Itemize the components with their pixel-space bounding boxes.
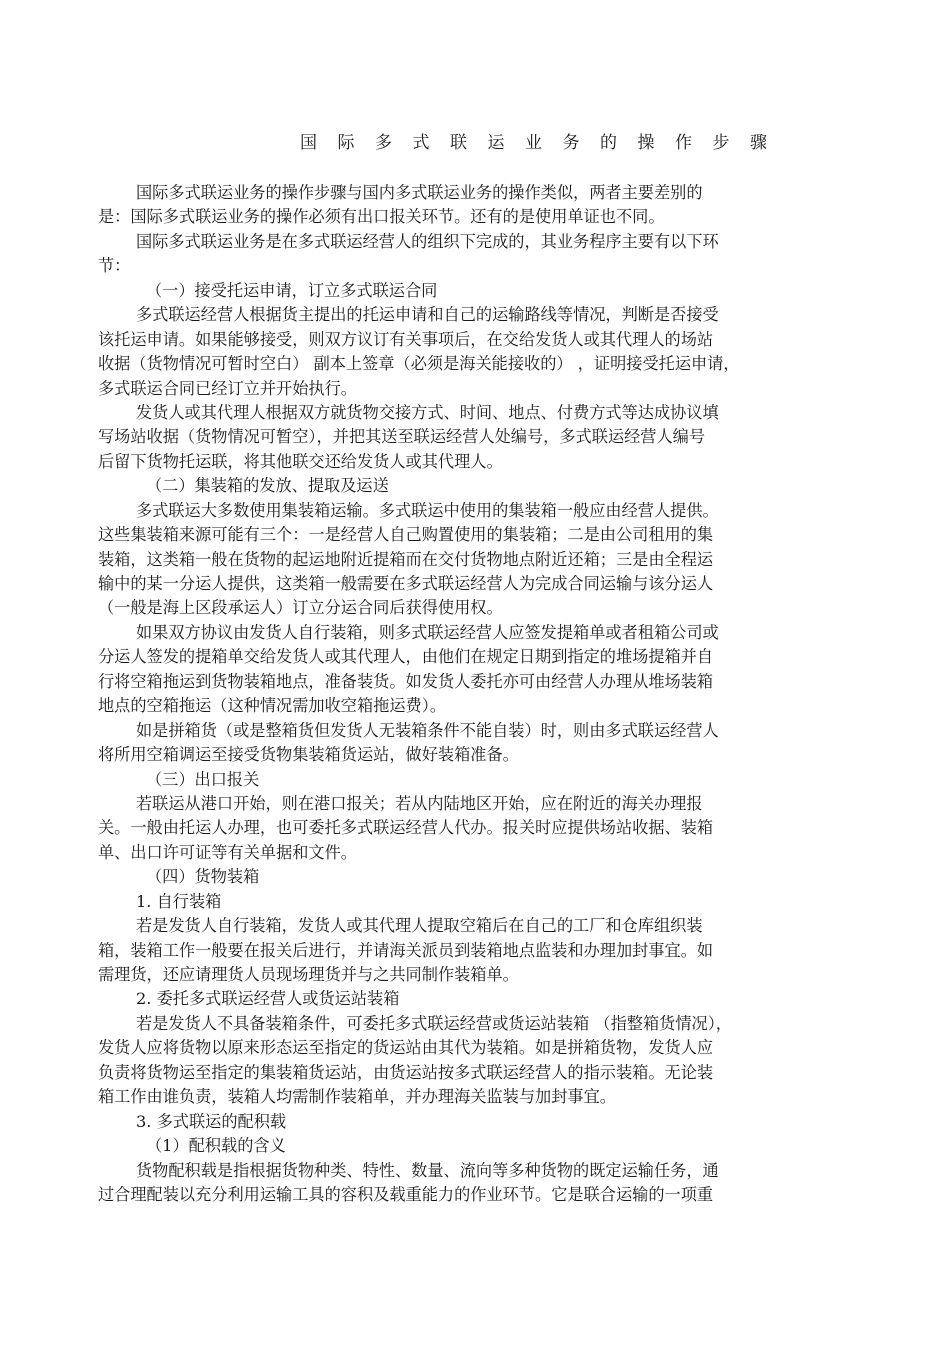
text-line: 箱，装箱工作一般要在报关后进行，并请海关派员到装箱地点监装和办理加封事宜。如	[98, 940, 714, 960]
text-line: 关。一般由托运人办理，也可委托多式联运经营人代办。报关时应提供场站收据、装箱	[98, 818, 714, 838]
text-line: 收据（货物情况可暂时空白） 副本上签章（必须是海关能接收的） ，证明接受托运申请，	[98, 354, 740, 374]
text-line: 行将空箱拖运到货物装箱地点，准备装货。如发货人委托亦可由经营人办理从堆场装箱	[98, 671, 714, 691]
text-line: （二）集装箱的发放、提取及运送	[146, 476, 389, 496]
text-line: 箱工作由谁负责，装箱人均需制作装箱单，并办理海关监装与加封事宜。	[98, 1087, 616, 1107]
text-line: 多式联运大多数使用集装箱运输。多式联运中使用的集装箱一般应由经营人提供。	[136, 500, 719, 520]
text-line: 分运人签发的提箱单交给发货人或其代理人，由他们在规定日期到指定的堆场提箱并自	[98, 647, 714, 667]
text-line: 这些集装箱来源可能有三个：一是经营人自己购置使用的集装箱；二是由公司租用的集	[98, 525, 714, 545]
text-line: （一）接受托运申请，订立多式联运合同	[146, 280, 438, 300]
text-line: 国际多式联运业务是在多式联运经营人的组织下完成的，其业务程序主要有以下环	[136, 231, 719, 251]
text-line: 将所用空箱调运至接受货物集装箱货运站，做好装箱准备。	[98, 745, 519, 765]
document-title: 国际多式联运业务的操作步骤	[300, 133, 788, 153]
text-line: （三）出口报关	[146, 769, 260, 789]
text-line: 需理货，还应请理货人员现场理货并与之共同制作装箱单。	[98, 965, 519, 984]
text-line: 发货人应将货物以原来形态运至指定的货运站由其代为装箱。如是拼箱货物，发货人应	[98, 1038, 714, 1058]
document-body	[98, 181, 828, 1207]
text-line: 是：国际多式联运业务的操作必须有出口报关环节。还有的是使用单证也不同。	[98, 207, 665, 227]
text-line: 单、出口许可证等有关单据和文件。	[98, 842, 357, 862]
text-line: 写场站收据（货物情况可暂空），并把其送至联运经营人处编号，多式联运经营人编号	[98, 427, 706, 447]
text-line: 地点的空箱拖运（这种情况需加收空箱拖运费）。	[98, 696, 447, 716]
text-line: 若是发货人不具备装箱条件，可委托多式联运经营或货运站装箱 （指整箱货情况），	[136, 1013, 732, 1033]
text-line: 3. 多式联运的配积载	[136, 1111, 287, 1131]
text-line: （1）配积载的含义	[146, 1136, 286, 1156]
text-line: 多式联运经营人根据货主提出的托运申请和自己的运输路线等情况，判断是否接受	[136, 305, 719, 325]
text-line: 发货人或其代理人根据双方就货物交接方式、时间、地点、付费方式等达成协议填	[136, 402, 719, 422]
text-line: 过合理配装以充分利用运输工具的容积及载重能力的作业环节。它是联合运输的一项重	[98, 1184, 714, 1204]
text-line: （一般是海上区段承运人）订立分运合同后获得使用权。	[98, 598, 503, 618]
text-line: 多式联运合同已经订立并开始执行。	[98, 378, 357, 398]
text-line: 该托运申请。如果能够接受，则双方议订有关事项后，在交给发货人或其代理人的场站	[98, 329, 714, 349]
text-line: 货物配积载是指根据货物种类、特性、数量、流向等多种货物的既定运输任务，通	[136, 1160, 719, 1180]
text-line: 若是发货人自行装箱，发货人或其代理人提取空箱后在自己的工厂和仓库组织装	[136, 916, 703, 936]
text-line: 输中的某一分运人提供，这类箱一般需要在多式联运经营人为完成合同运输与该分运人	[98, 574, 714, 593]
text-line: 1. 自行装箱	[136, 891, 222, 911]
text-line: 负责将货物运至指定的集装箱货运站，由货运站按多式联运经营人的指示装箱。无论装	[98, 1062, 714, 1082]
text-line: 后留下货物托运联，将其他联交还给发货人或其代理人。	[98, 451, 503, 471]
text-line: 国际多式联运业务的操作步骤与国内多式联运业务的操作类似，两者主要差别的	[136, 183, 703, 202]
text-line: 如是拼箱货（或是整箱货但发货人无装箱条件不能自装）时，则由多式联运经营人	[136, 720, 719, 740]
text-line: 如果双方协议由发货人自行装箱，则多式联运经营人应签发提箱单或者租箱公司或	[136, 622, 719, 642]
text-line: 2. 委托多式联运经营人或货运站装箱	[136, 989, 400, 1009]
text-line: 节：	[98, 256, 131, 276]
text-line: 装箱，这类箱一般在货物的起运地附近提箱而在交付货物地点附近还箱；三是由全程运	[98, 549, 714, 569]
text-line: （四）货物装箱	[146, 867, 260, 887]
text-line: 若联运从港口开始，则在港口报关；若从内陆地区开始，应在附近的海关办理报	[136, 793, 703, 813]
